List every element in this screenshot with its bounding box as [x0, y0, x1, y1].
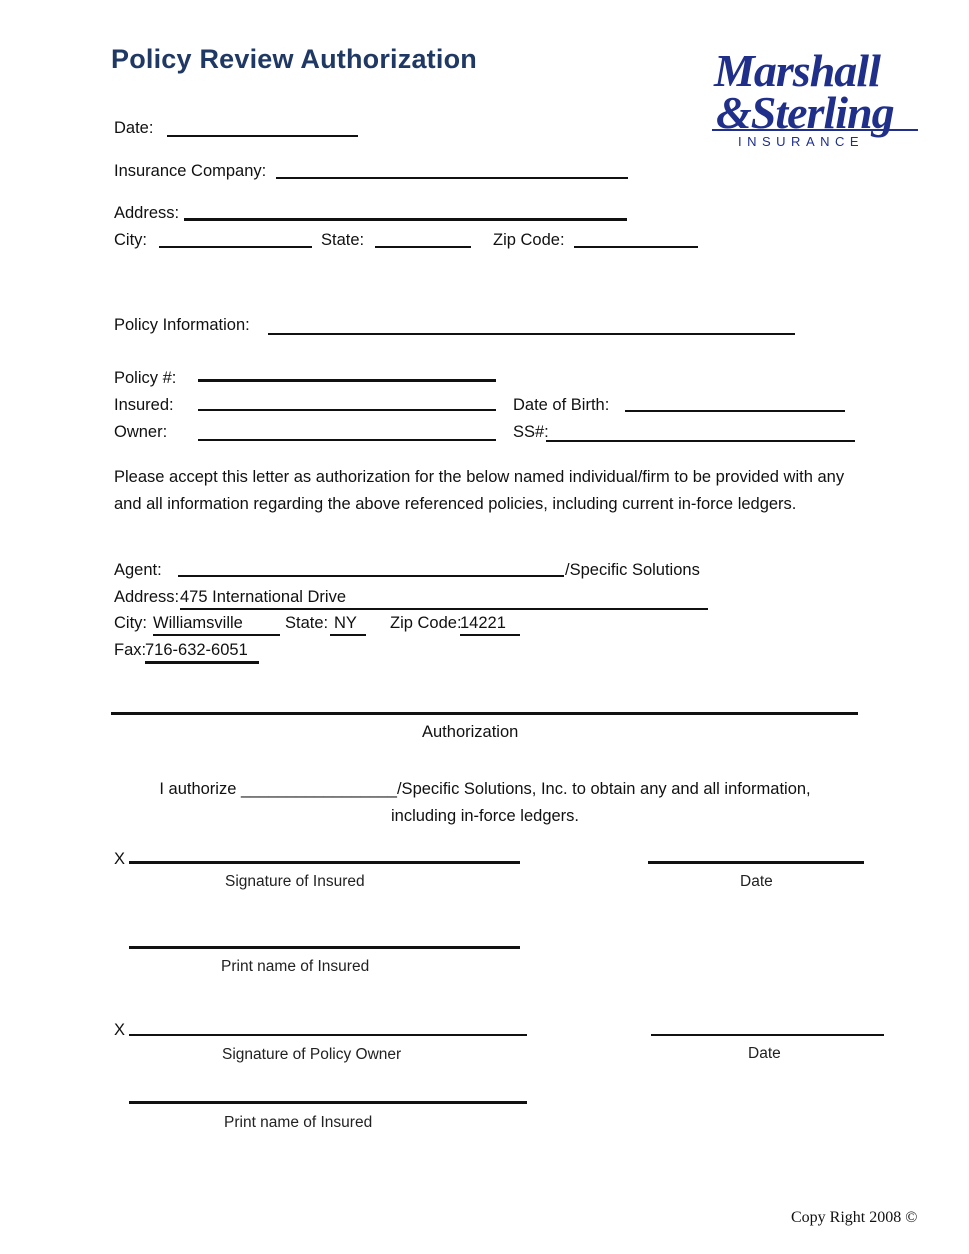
date-field[interactable] — [167, 135, 358, 137]
agent-state-value: NY — [330, 615, 366, 636]
signature-insured-field[interactable] — [129, 861, 520, 864]
authorization-statement-line2: including in-force ledgers. — [390, 807, 580, 825]
signature-owner-caption: Signature of Policy Owner — [222, 1046, 402, 1063]
date-of-birth-label: Date of Birth: — [513, 396, 610, 414]
agent-label: Agent: — [114, 561, 162, 579]
x-mark: X — [114, 1021, 126, 1039]
owner-field[interactable] — [198, 439, 496, 441]
insured-field[interactable] — [198, 409, 496, 411]
carrier-city-field[interactable] — [159, 246, 312, 248]
agent-zip-label: Zip Code: — [390, 614, 462, 632]
insurance-company-label: Insurance Company: — [114, 162, 267, 180]
insurance-company-field[interactable] — [276, 177, 628, 179]
agent-city-label: City: — [114, 614, 147, 632]
agent-suffix: /Specific Solutions — [565, 561, 700, 579]
section-divider — [111, 712, 858, 715]
policy-number-label: Policy #: — [114, 369, 177, 387]
svg-text:&Sterling: &Sterling — [716, 87, 894, 138]
carrier-state-label: State: — [321, 231, 365, 249]
carrier-zip-field[interactable] — [574, 246, 698, 248]
carrier-city-label: City: — [114, 231, 147, 249]
policy-information-field[interactable] — [268, 333, 795, 335]
agent-field[interactable] — [178, 575, 564, 577]
carrier-address-label: Address: — [114, 204, 180, 222]
carrier-address-field[interactable] — [184, 218, 627, 221]
policy-number-field[interactable] — [198, 379, 496, 382]
signature-insured-caption: Signature of Insured — [225, 873, 365, 890]
authorization-heading: Authorization — [422, 723, 519, 741]
agent-state-label: State: — [285, 614, 329, 632]
agent-fax-label: Fax: — [114, 641, 147, 659]
carrier-zip-label: Zip Code: — [493, 231, 565, 249]
signature-insured-date-caption: Date — [740, 873, 773, 890]
signature-owner-date-field[interactable] — [651, 1034, 884, 1036]
agent-city-value: Williamsville — [153, 615, 280, 636]
agent-address-label: Address: — [114, 588, 180, 606]
x-mark: X — [114, 850, 126, 868]
signature-owner-date-caption: Date — [748, 1045, 781, 1062]
print-name-owner-caption: Print name of Insured — [224, 1114, 373, 1131]
ssn-field[interactable] — [546, 440, 855, 442]
policy-information-label: Policy Information: — [114, 316, 250, 334]
copyright-notice: Copy Right 2008 © — [791, 1209, 918, 1226]
signature-insured-date-field[interactable] — [648, 861, 864, 864]
owner-label: Owner: — [114, 423, 168, 441]
page-title: Policy Review Authorization — [111, 44, 477, 74]
print-name-owner-field[interactable] — [129, 1101, 527, 1104]
agent-zip-value: 14221 — [460, 615, 520, 636]
date-label: Date: — [114, 119, 154, 137]
print-name-insured-field[interactable] — [129, 946, 520, 949]
agent-fax-value: 716-632-6051 — [145, 642, 259, 664]
carrier-state-field[interactable] — [375, 246, 471, 248]
agent-address-value: 475 International Drive — [180, 589, 708, 610]
svg-text:INSURANCE: INSURANCE — [738, 134, 865, 149]
ssn-label: SS#: — [513, 423, 549, 441]
svg-text:Marshall: Marshall — [714, 45, 880, 96]
print-name-insured-caption: Print name of Insured — [221, 958, 370, 975]
marshall-sterling-logo — [710, 42, 922, 152]
date-of-birth-field[interactable] — [625, 410, 845, 412]
authorization-statement-line1: I authorize _________________/Specific Solutions, Inc. to obtain any and all information, — [159, 780, 811, 798]
insured-label: Insured: — [114, 396, 174, 414]
signature-owner-field[interactable] — [129, 1034, 527, 1036]
authorization-paragraph: Please accept this letter as authorization for the below named individual/firm to be provided with any and all information regarding the above referenced policies, including current in-force ledgers. — [114, 468, 845, 513]
